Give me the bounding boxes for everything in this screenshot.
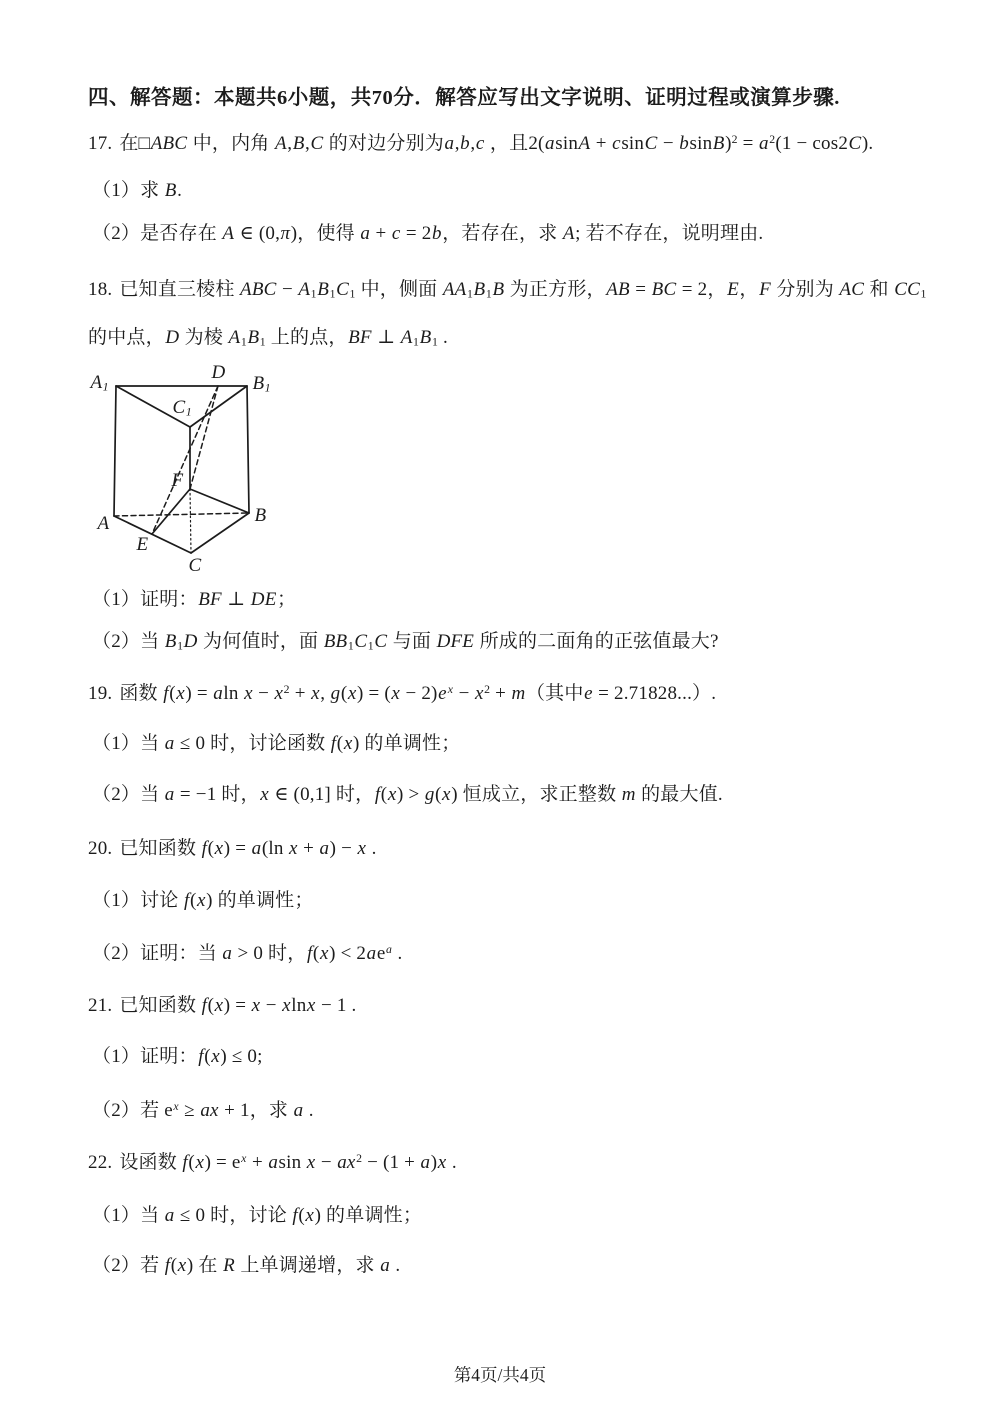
vertex-label-b1: $B_1$	[252, 373, 271, 395]
q17-stem	[88, 131, 873, 157]
q21-stem	[88, 993, 356, 1019]
q21-number: 21.	[88, 995, 113, 1016]
q18-stem-line1	[88, 277, 927, 303]
q22-stem-text: 设函数 $f(x) = e^x + asin$ $x - ax^2 - (1 + a)x$ .	[119, 1152, 457, 1173]
vertex-label-d: D	[211, 362, 226, 383]
prism-dotted-edge	[190, 489, 191, 553]
vertex-label-a: A	[97, 513, 110, 534]
q21-part2: （2）若 $e^x$ ≥ ax + 1，求 a .	[92, 1100, 314, 1121]
vertex-label-b: B	[254, 505, 267, 526]
vertex-label-c1: $C_1$	[172, 397, 192, 419]
q20-stem	[88, 836, 377, 862]
q19-stem-text: 函数 f(x) = aln $x - x^2 + x$, $g(x) = (x - 2)e^x - x^2 + m$（其中e = 2.71828...）.	[119, 683, 717, 704]
q19-part2: （2）当 a = −1 时，x ∈ (0,1] 时，f(x) > g(x) 恒成立，求正整数 m 的最大值.	[92, 784, 723, 805]
q18-stem-text-1: 已知直三棱柱 ABC − $A_1B_1C_1$ 中，侧面 $AA_1B_1B$ 为正方形，AB = BC = 2，E，F 分别为 AC 和 $CC_1$	[119, 279, 927, 301]
q20-part2: （2）证明：当 a > 0 时，$f(x) < 2ae^a$ .	[92, 943, 403, 964]
section-header: 四、解答题：本题共6小题，共70分．解答应写出文字说明、证明过程或演算步骤.	[88, 87, 840, 109]
vertex-label-f: F	[171, 470, 184, 491]
vertex-label-e: E	[136, 534, 149, 555]
q22-number: 22.	[88, 1152, 113, 1173]
q18-number: 18.	[88, 279, 113, 300]
q20-number: 20.	[88, 838, 113, 859]
q20-stem-text: 已知函数 f(x) = a(ln x + a) − x .	[119, 838, 377, 859]
q18-prism-figure	[85, 360, 290, 585]
q22-part2: （2）若 f(x) 在 R 上单调递增，求 a .	[92, 1255, 401, 1276]
q21-stem-text: 已知函数 f(x) = x − xlnx − 1 .	[119, 995, 357, 1016]
q19-number: 19.	[88, 683, 113, 704]
q17-number: 17.	[88, 133, 113, 154]
q21-part1: （1）证明：f(x) ≤ 0;	[92, 1046, 263, 1067]
q18-part2: （2）当 $B_1D$ 为何值时，面 $BB_1C_1C$ 与面 DFE 所成的二面角的正弦值最大?	[92, 631, 719, 653]
q18-stem-line2: 的中点，D 为棱 $A_1B_1$ 上的点，BF ⊥ $A_1B_1$ .	[88, 327, 448, 349]
q22-part1: （1）当 a ≤ 0 时，讨论 f(x) 的单调性；	[92, 1205, 423, 1226]
q18-part1: （1）证明：BF ⊥ DE；	[92, 589, 297, 610]
q19-stem	[88, 681, 716, 707]
vertex-label-a1: $A_1$	[90, 372, 109, 394]
vertex-label-c: C	[188, 555, 202, 576]
q20-part1: （1）讨论 f(x) 的单调性；	[92, 890, 314, 911]
q17-part2: （2）是否存在 A ∈ (0,π)，使得 a + c = 2b，若存在，求 A; 若不存在，说明理由.	[92, 223, 764, 244]
page-footer: 第4页/共4页	[453, 1365, 547, 1385]
q17-stem-text: 在□ABC 中，内角 A,B,C 的对边分别为a,b,c ，且$2(asinA + csinC - bsinB)^2 = a^2(1 - \cos 2C)$.	[119, 133, 874, 154]
q19-part1: （1）当 a ≤ 0 时，讨论函数 f(x) 的单调性；	[92, 733, 461, 754]
q22-stem	[88, 1150, 457, 1176]
q17-part1: （1）求 B.	[92, 180, 183, 201]
